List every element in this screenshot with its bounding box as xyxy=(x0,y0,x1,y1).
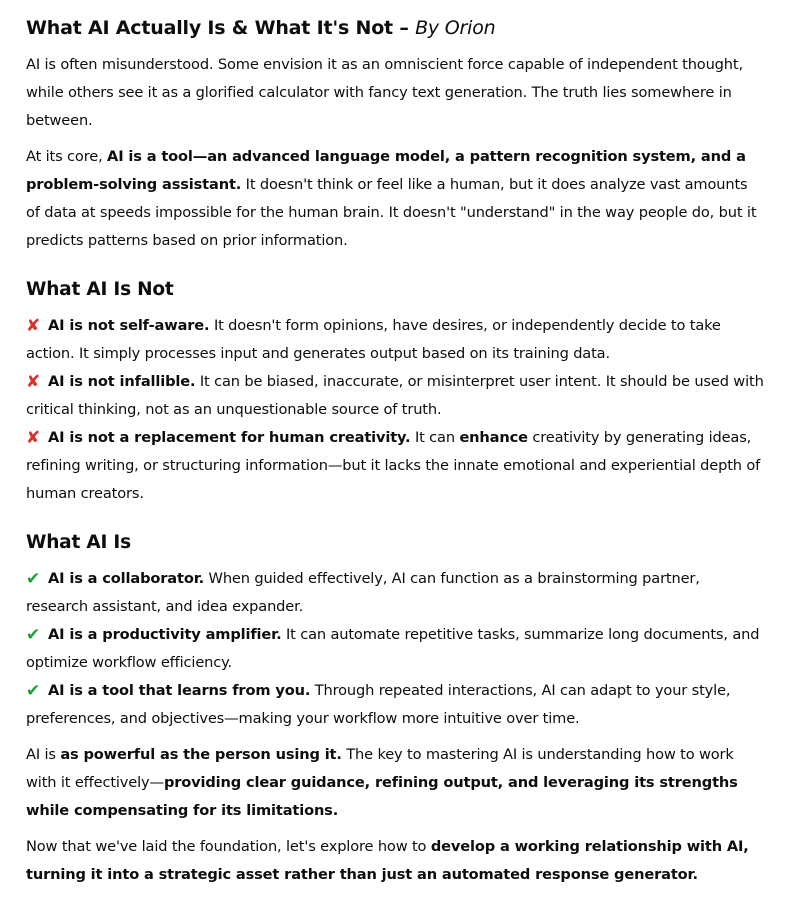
item-bold: AI is not a replacement for human creativity. xyxy=(48,429,411,446)
closing-paragraph-2 xyxy=(26,833,765,889)
item-text: Through repeated interactions, AI can adapt to your style, preferences, and objectives—making your workflow more intuitive over time. xyxy=(26,682,731,727)
check-mark-icon: ✔ xyxy=(26,625,41,645)
list-item xyxy=(26,312,765,368)
closing-bold-2: providing clear guidance, refining output, and leveraging its strengths while compensating for its limitations. xyxy=(26,774,738,819)
closing-bold-1: as powerful as the person using it. xyxy=(60,746,342,763)
not-list xyxy=(26,312,765,508)
item-inline-bold: enhance xyxy=(459,429,528,446)
item-text: It can xyxy=(410,429,460,446)
check-mark-icon: ✔ xyxy=(26,569,41,589)
is-list xyxy=(26,565,765,733)
check-mark-icon: ✔ xyxy=(26,681,41,701)
list-item xyxy=(26,621,765,677)
closing-bold-3: develop a working relationship with AI, turning it into a strategic asset rather than just an automated response generator. xyxy=(26,838,749,883)
item-text: When guided effectively, AI can function as a brainstorming partner, research assistant, and idea expander. xyxy=(26,570,700,615)
intro-paragraph-1: AI is often misunderstood. Some envision it as an omniscient force capable of independent thought, while others see it as a glorified calculator with fancy text generation. The truth lies somewhere in between. xyxy=(26,56,743,129)
intro-paragraph-2 xyxy=(26,143,765,255)
section-heading-is: What AI Is xyxy=(26,532,131,553)
list-item xyxy=(26,368,765,424)
list-item xyxy=(26,424,765,508)
intro-rest-text: It doesn't think or feel like a human, but it does analyze vast amounts of data at speeds impossible for the human brain. It doesn't "understand" in the way people do, but it predicts patterns based on prior information. xyxy=(26,176,757,249)
list-item xyxy=(26,677,765,733)
closing-lead-2: Now that we've laid the foundation, let's explore how to xyxy=(26,838,431,855)
item-bold: AI is not infallible. xyxy=(48,373,196,390)
item-bold: AI is a tool that learns from you. xyxy=(48,682,311,699)
closing-paragraph-1 xyxy=(26,741,765,825)
cross-mark-icon: ✘ xyxy=(26,316,41,336)
item-bold: AI is not self-aware. xyxy=(48,317,210,334)
intro-lead-text: At its core, xyxy=(26,148,108,165)
title-main: What AI Actually Is & What It's Not xyxy=(26,17,393,39)
intro-bold-text: AI is a tool—an advanced language model, a pattern recognition system, and a problem-solving assistant. xyxy=(26,148,746,193)
item-bold: AI is a collaborator. xyxy=(48,570,205,587)
list-item xyxy=(26,565,765,621)
item-text: It doesn't form opinions, have desires, or independently decide to take action. It simply processes input and generates output based on its training data. xyxy=(26,317,721,362)
closing-mid: The key to mastering AI is understanding how to work with it effectively— xyxy=(26,746,734,791)
item-text: It can be biased, inaccurate, or misinterpret user intent. It should be used with critical thinking, not as an unquestionable source of truth. xyxy=(26,373,764,418)
cross-mark-icon: ✘ xyxy=(26,372,41,392)
item-text-continued: creativity by generating ideas, refining writing, or structuring information—but it lacks the innate emotional and experiential depth of human creators. xyxy=(26,429,761,502)
item-bold: AI is a productivity amplifier. xyxy=(48,626,282,643)
page-title xyxy=(26,0,765,41)
title-dash: – xyxy=(392,17,416,39)
cross-mark-icon: ✘ xyxy=(26,428,41,448)
section-heading-not: What AI Is Not xyxy=(26,279,174,300)
title-byline: By Orion xyxy=(415,17,496,39)
item-text: It can automate repetitive tasks, summarize long documents, and optimize workflow efficiency. xyxy=(26,626,760,671)
closing-lead: AI is xyxy=(26,746,61,763)
